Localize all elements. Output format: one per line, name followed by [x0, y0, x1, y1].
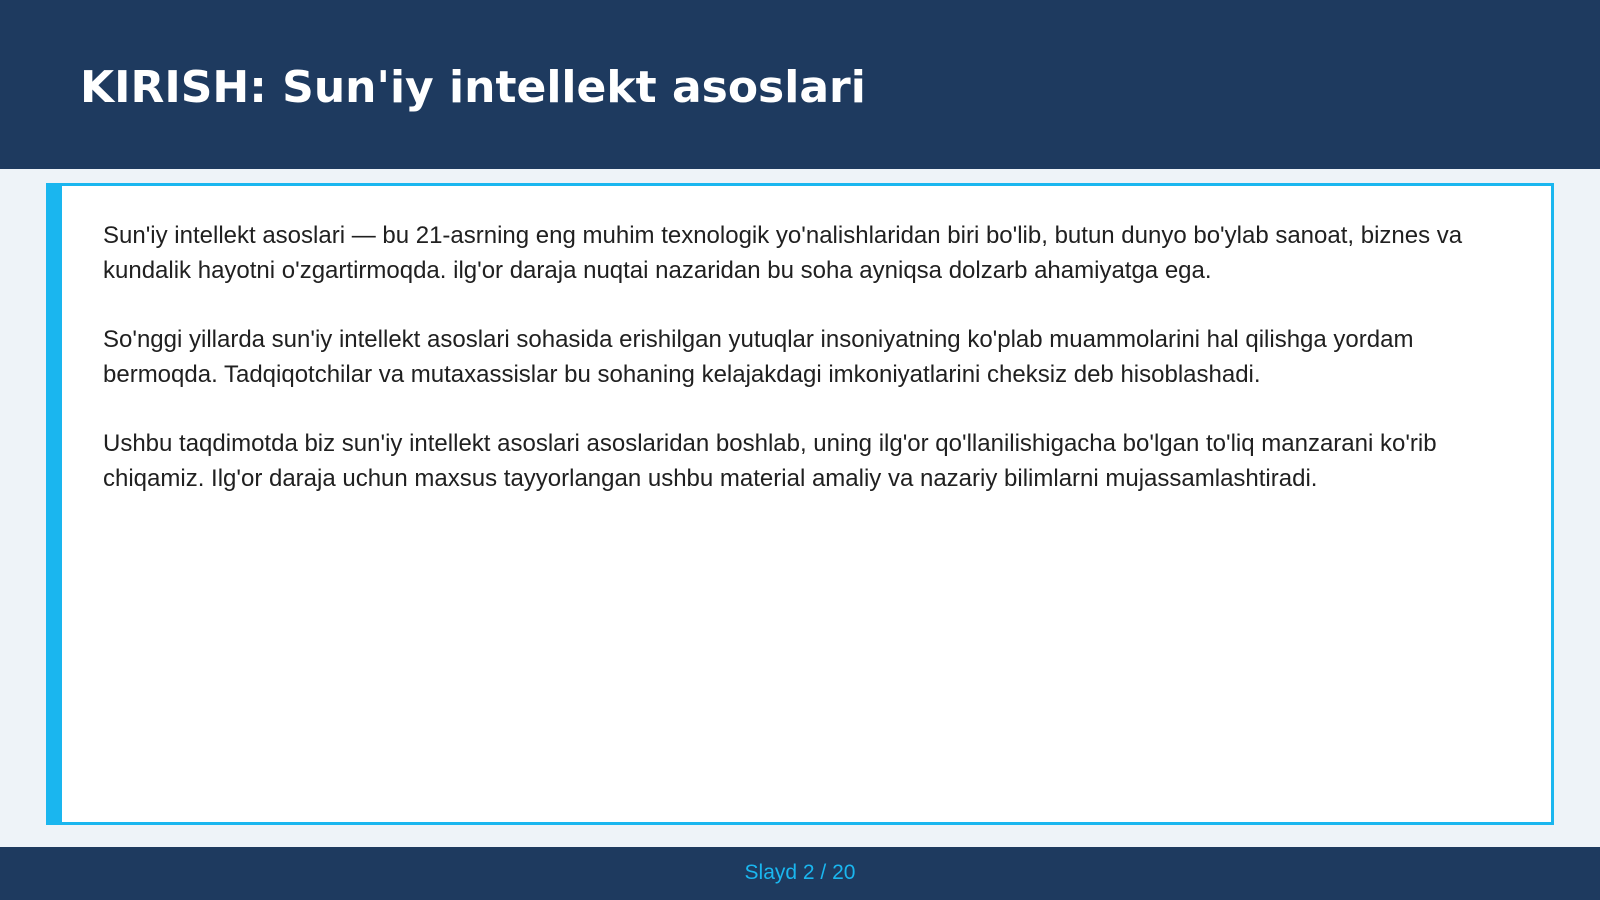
paragraph-2: So'nggi yillarda sun'iy intellekt asoslari sohasida erishilgan yutuqlar insoniyatning ko'plab muammolarini hal qilishga yordam bermoqda. Tadqiqotchilar va mutaxassislar bu sohaning kelajakdagi imkoniyatlarini cheksiz deb hisoblashadi. [103, 326, 1414, 388]
slide-counter: Slayd 2 / 20 [744, 861, 856, 884]
paragraph-1: Sun'iy intellekt asoslari — bu 21-asrning eng muhim texnologik yo'nalishlaridan biri bo'lib, butun dunyo bo'ylab sanoat, biznes va kundalik hayotni o'zgartirmoqda. ilg'or daraja nuqtai nazaridan bu soha ayniqsa dolzarb ahamiyatga ega. [103, 222, 1463, 284]
content-box [46, 183, 1554, 825]
slide-footer [0, 847, 1600, 900]
content-text [103, 218, 1513, 530]
paragraph-3: Ushbu taqdimotda biz sun'iy intellekt asoslari asoslaridan boshlab, uning ilg'or qo'llanilishigacha bo'lgan to'liq manzarani ko'rib chiqamiz. Ilg'or daraja uchun maxsus tayyorlangan ushbu material amaliy va nazariy bilimlarni mujassamlashtiradi. [103, 430, 1437, 492]
slide-header [0, 0, 1600, 169]
slide-title: KIRISH: Sun'iy intellekt asoslari [80, 62, 866, 113]
